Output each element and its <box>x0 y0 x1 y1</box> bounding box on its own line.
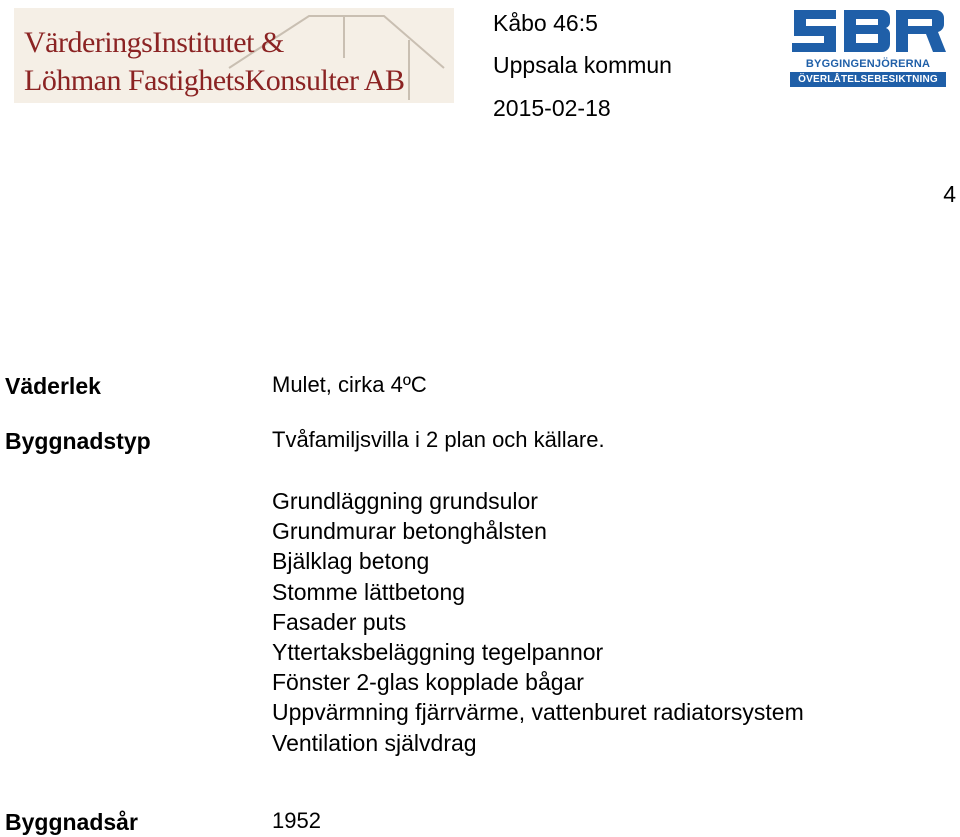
property-designation: Kåbo 46:5 <box>493 10 598 36</box>
partner-logo <box>790 6 946 88</box>
page-number: 4 <box>943 181 956 207</box>
partner-logo-line2: ÖVERLÅTELSEBESIKTNING <box>790 72 946 87</box>
construction-item: Stomme lättbetong <box>272 578 466 605</box>
building-year-value: 1952 <box>272 808 321 833</box>
company-name-line2: Löhman FastighetsKonsulter AB <box>24 64 405 97</box>
company-name-line1: VärderingsInstitutet & <box>24 26 284 59</box>
building-year-label: Byggnadsår <box>5 809 138 835</box>
partner-logo-line1: BYGGINGENJÖRERNA <box>805 58 931 70</box>
building-type-label: Byggnadstyp <box>5 428 151 454</box>
construction-item: Ventilation självdrag <box>272 729 477 756</box>
construction-item: Uppvärmning fjärrvärme, vattenburet radiatorsystem <box>272 699 804 726</box>
construction-details-list <box>272 486 804 758</box>
construction-item: Grundmurar betonghålsten <box>272 518 547 545</box>
company-logo <box>14 8 454 103</box>
construction-item: Fönster 2-glas kopplade bågar <box>272 669 584 696</box>
weather-value: Mulet, cirka 4ºC <box>272 372 427 397</box>
construction-item: Fasader puts <box>272 608 407 635</box>
construction-item: Yttertaksbeläggning tegelpannor <box>272 639 604 666</box>
construction-item: Grundläggning grundsulor <box>272 488 538 514</box>
building-type-value: Tvåfamiljsvilla i 2 plan och källare. <box>272 427 605 452</box>
report-date: 2015-02-18 <box>493 95 611 121</box>
weather-label: Väderlek <box>5 373 101 399</box>
construction-item: Bjälklag betong <box>272 548 430 575</box>
municipality: Uppsala kommun <box>493 52 672 78</box>
sbr-logo-icon <box>790 6 946 56</box>
